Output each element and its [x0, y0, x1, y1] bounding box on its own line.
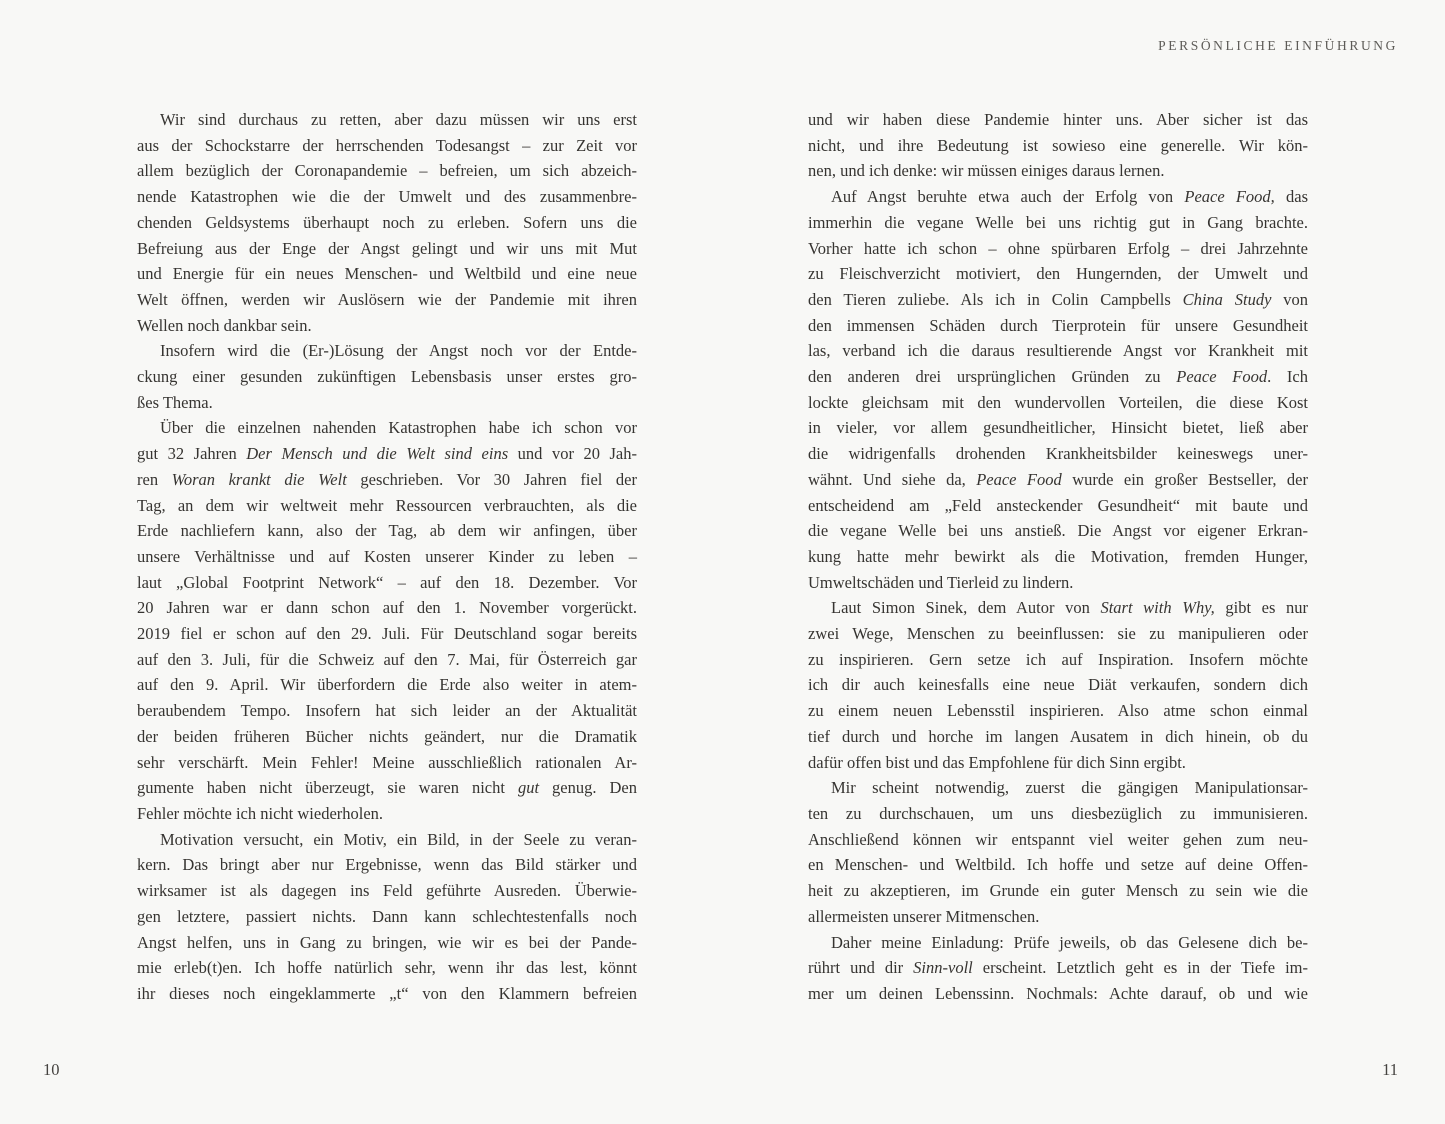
page-left-text-column — [137, 107, 637, 1007]
paragraph — [808, 595, 1308, 775]
text-line: mie erleb(t)en. Ich hoffe natürlich sehr, wenn ihr das lest, könnt — [137, 958, 637, 978]
text-line: laut „Global Footprint Network“ – auf den 18. Dezember. Vor — [137, 572, 637, 592]
text-line: Mir scheint notwendig, zuerst die gängigen Manipulationsar- — [831, 778, 1308, 798]
text-line: und wir haben diese Pandemie hinter uns. Aber sicher ist das — [808, 110, 1308, 129]
text-line: sehr verschärft. Mein Fehler! Meine ausschließlich rationalen Ar- — [137, 752, 637, 772]
text-line: 2019 fiel er schon auf den 29. Juli. Für Deutschland sogar bereits — [137, 624, 637, 644]
text-line: rührt und dir Sinn-voll erscheint. Letztlich geht es in der Tiefe im- — [808, 958, 1308, 978]
text-line: kern. Das bringt aber nur Ergebnisse, wenn das Bild stärker und — [137, 855, 637, 875]
text-line: allem bezüglich der Coronapandemie – befreien, um sich abzeich- — [137, 161, 637, 181]
text-line: nen, und ich denke: wir müssen einiges daraus lernen. — [808, 161, 1165, 181]
running-header: PERSÖNLICHE EINFÜHRUNG — [1158, 38, 1398, 53]
text-line: Insofern wird die (Er-)Lösung der Angst noch vor der Entde- — [160, 341, 637, 361]
text-line: Auf Angst beruhte etwa auch der Erfolg von Peace Food, das — [831, 187, 1308, 207]
text-line: Laut Simon Sinek, dem Autor von Start with Why, gibt es nur — [831, 598, 1308, 618]
text-line: Erde nachliefern kann, also der Tag, ab dem wir anfingen, über — [137, 521, 637, 541]
text-line: den anderen drei ursprünglichen Gründen zu Peace Food. Ich — [808, 367, 1308, 387]
text-line: und Energie für ein neues Menschen- und Weltbild und eine neue — [137, 264, 637, 284]
text-line: Daher meine Einladung: Prüfe jeweils, ob das Gelesene dich be- — [831, 932, 1308, 952]
page-right-text-column — [808, 107, 1308, 1007]
text-line: Motivation versucht, ein Motiv, ein Bild, in der Seele zu veran- — [160, 829, 637, 849]
paragraph — [808, 107, 1308, 184]
paragraph — [808, 184, 1308, 595]
text-line: beraubendem Tempo. Insofern hat sich leider an der Aktualität — [137, 701, 637, 721]
text-line: ßes Thema. — [137, 392, 213, 412]
text-line: heit zu akzeptieren, im Grunde ein guter Mensch zu sein wie die — [808, 881, 1308, 901]
paragraph — [137, 338, 637, 415]
paragraph — [808, 775, 1308, 929]
paragraph — [137, 107, 637, 338]
text-line: zu einem neuen Lebensstil inspirieren. Also atme schon einmal — [808, 701, 1308, 721]
text-line: Wir sind durchaus zu retten, aber dazu müssen wir uns erst — [160, 110, 637, 129]
text-line: unsere Verhältnisse und auf Kosten unserer Kinder zu leben – — [137, 546, 637, 566]
text-line: gen letztere, passiert nichts. Dann kann schlechtestenfalls noch — [137, 906, 637, 926]
text-line: den immensen Schäden durch Tierprotein für unsere Gesundheit — [808, 315, 1308, 335]
text-line: ihr dieses noch eingeklammerte „t“ von den Klammern befreien — [137, 983, 637, 1003]
text-line: gumente haben nicht überzeugt, sie waren nicht gut genug. Den — [137, 778, 637, 798]
text-line: auf den 3. Juli, für die Schweiz auf den 7. Mai, für Österreich gar — [137, 649, 637, 669]
text-line: den Tieren zuliebe. Als ich in Colin Campbells China Study von — [808, 289, 1308, 309]
text-line: dafür offen bist und das Empfohlene für dich Sinn ergibt. — [808, 752, 1186, 772]
text-line: die widrigenfalls drohenden Krankheitsbilder keineswegs uner- — [808, 444, 1308, 464]
text-line: chenden Geldsystems überhaupt noch zu erleben. Sofern uns die — [137, 212, 637, 232]
text-line: ren Woran krankt die Welt geschrieben. Vor 30 Jahren fiel der — [137, 469, 637, 489]
text-line: Anschließend können wir entspannt viel weiter gehen zum neu- — [808, 829, 1308, 849]
page-number-right: 11 — [1382, 1060, 1398, 1079]
text-line: Befreiung aus der Enge der Angst gelingt und wir uns mit Mut — [137, 238, 637, 258]
text-line: mer um deinen Lebenssinn. Nochmals: Achte darauf, ob und wie — [808, 983, 1308, 1003]
page-number-left: 10 — [43, 1060, 60, 1079]
text-line: ich dir auch keinesfalls eine neue Diät verkaufen, sondern dich — [808, 675, 1308, 695]
text-line: Umweltschäden und Tierleid zu lindern. — [808, 572, 1074, 592]
text-line: Angst helfen, uns in Gang zu bringen, wie wir es bei der Pande- — [137, 932, 637, 952]
text-line: ten zu durchschauen, um uns diesbezüglich zu immunisieren. — [808, 803, 1308, 823]
paragraph — [137, 827, 637, 1007]
text-line: allermeisten unserer Mitmenschen. — [808, 906, 1040, 926]
text-line: zwei Wege, Menschen zu beeinflussen: sie zu manipulieren oder — [808, 624, 1308, 644]
text-line: ckung einer gesunden zukünftigen Lebensbasis unser erstes gro- — [137, 367, 637, 387]
text-line: Wellen noch dankbar sein. — [137, 315, 312, 335]
text-line: zu inspirieren. Gern setze ich auf Inspiration. Insofern möchte — [808, 649, 1308, 669]
text-line: lockte gleichsam mit den wundervollen Vorteilen, die diese Kost — [808, 392, 1308, 412]
text-line: las, verband ich die daraus resultierende Angst vor Krankheit mit — [808, 341, 1308, 361]
text-line: nende Katastrophen wie die der Umwelt und des zusammenbre- — [137, 187, 637, 207]
text-line: immerhin die vegane Welle bei uns richtig gut in Gang brachte. — [808, 212, 1308, 232]
text-line: der beiden früheren Bücher nichts geändert, nur die Dramatik — [137, 726, 637, 746]
text-line: wähnt. Und siehe da, Peace Food wurde ein großer Bestseller, der — [808, 469, 1308, 489]
text-line: gut 32 Jahren Der Mensch und die Welt sind eins und vor 20 Jah- — [137, 444, 638, 464]
paragraph — [808, 930, 1308, 1007]
text-line: aus der Schockstarre der herrschenden Todesangst – zur Zeit vor — [137, 135, 637, 155]
paragraph — [137, 415, 637, 826]
text-line: Fehler möchte ich nicht wiederholen. — [137, 803, 384, 823]
text-line: nicht, und ihre Bedeutung ist sowieso eine generelle. Wir kön- — [808, 135, 1308, 155]
text-line: Über die einzelnen nahenden Katastrophen habe ich schon vor — [160, 418, 637, 438]
text-line: en Menschen- und Weltbild. Ich hoffe und setze auf deine Offen- — [808, 855, 1308, 875]
text-line: entscheidend am „Feld ansteckender Gesundheit“ mit baute und — [808, 495, 1308, 515]
text-line: Welt öffnen, werden wir Auslösern wie der Pandemie mit ihren — [137, 289, 637, 309]
text-line: Tag, an dem wir weltweit mehr Ressourcen verbrauchten, als die — [137, 495, 637, 515]
text-line: auf den 9. April. Wir überfordern die Erde also weiter in atem- — [137, 675, 637, 695]
text-line: kung hatte mehr bewirkt als die Motivation, fremden Hunger, — [808, 546, 1308, 566]
text-line: Vorher hatte ich schon – ohne spürbaren Erfolg – drei Jahrzehnte — [808, 238, 1308, 258]
text-line: tief durch und horche im langen Ausatem in dich hinein, ob du — [808, 726, 1308, 746]
text-line: zu Fleischverzicht motiviert, den Hungernden, der Umwelt und — [808, 264, 1308, 284]
text-line: die vegane Welle bei uns anstieß. Die Angst vor eigener Erkran- — [808, 521, 1308, 541]
text-line: in vieler, vor allem gesundheitlicher, Hinsicht bietet, ließ aber — [808, 418, 1308, 438]
text-line: 20 Jahren war er dann schon auf den 1. November vorgerückt. — [137, 598, 637, 618]
text-line: wirksamer ist als dagegen ins Feld geführte Ausreden. Überwie- — [137, 881, 637, 901]
